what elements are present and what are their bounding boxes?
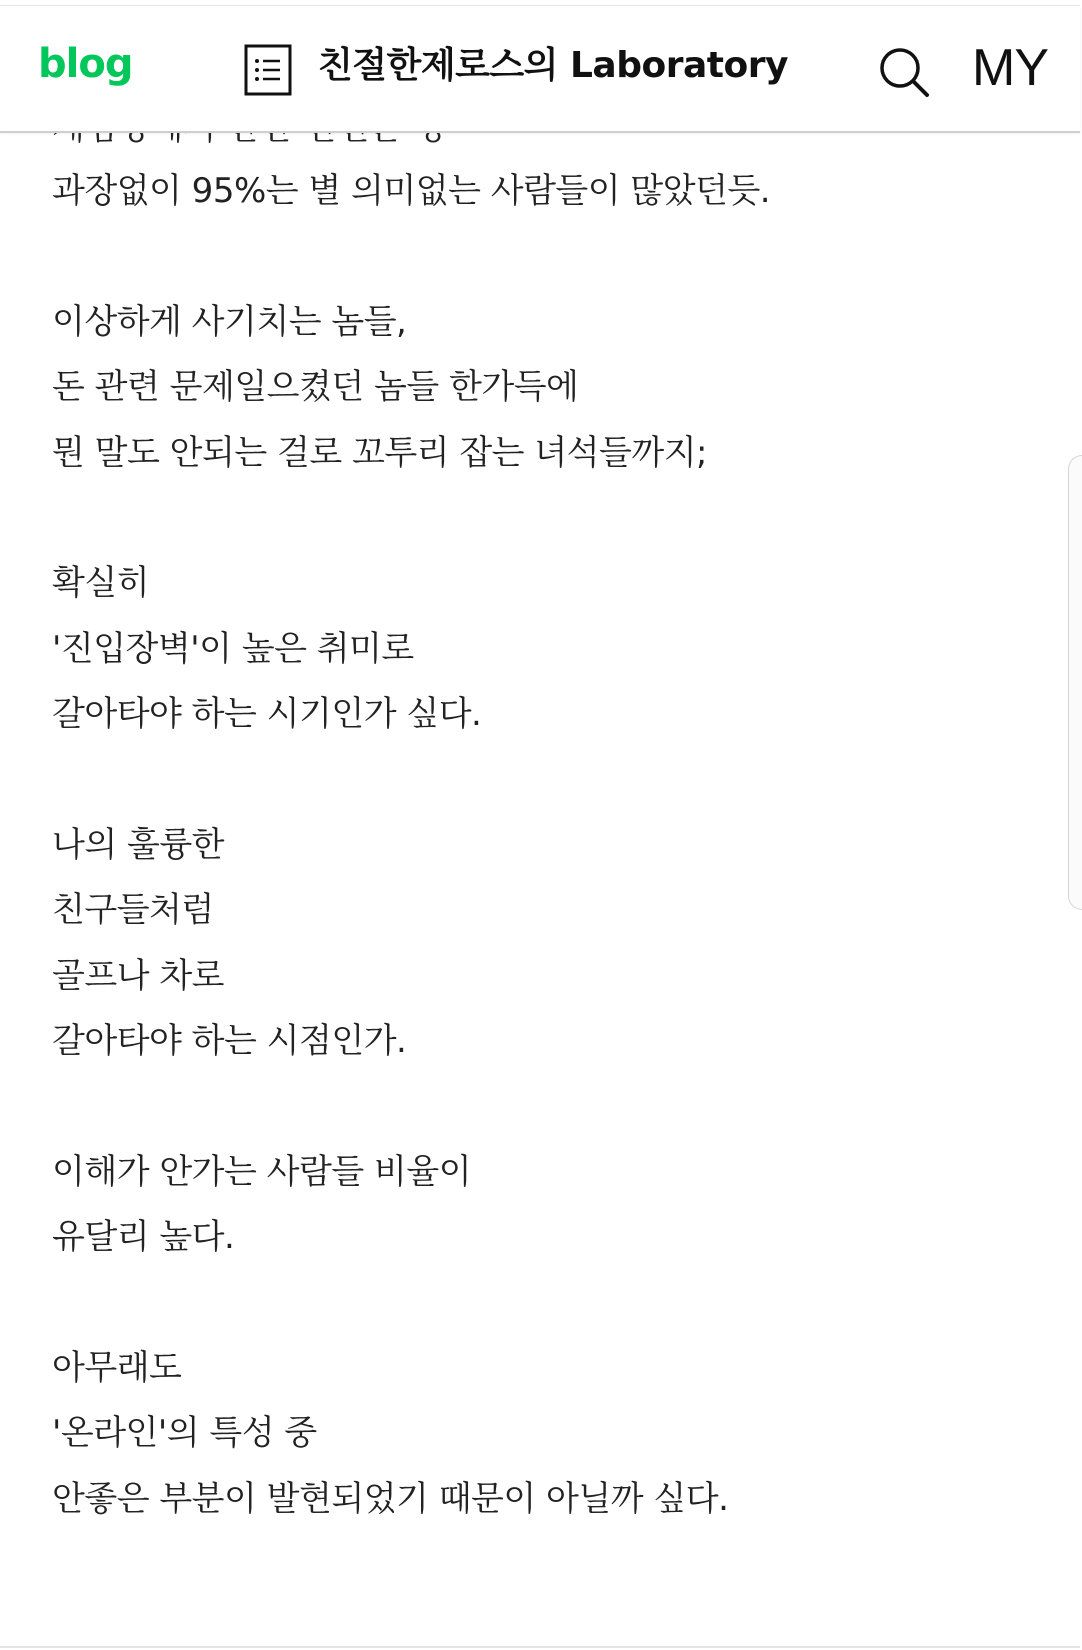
post-text-line: 이해가 안가는 사람들 비율이 [52,1151,472,1192]
post-text-line: 갈아타야 하는 시점인가. [52,1021,407,1061]
list-icon[interactable] [244,44,292,96]
post-text-line: 확실히 [52,563,150,603]
post-text-line: 골프나 차로 [52,955,225,996]
post-text-line: 이상하게 사기치는 놈들, [52,301,407,342]
post-text-line: 과장없이 95%는 별 의미없는 사람들이 많았던듯. [52,171,771,211]
post-paragraph [52,813,1032,1075]
post-text-line: 돈 관련 문제일으켰던 놈들 한가득에 [52,367,579,407]
post-text-line: 안좋은 부분이 발현되었기 때문이 아닐까 싶다. [52,1478,729,1519]
post-text-line: '온라인'의 특성 중 [52,1413,317,1453]
post-text-line: 나의 훌륭한 [52,824,225,865]
post-content [0,133,1080,1645]
post-text-line: 뭔 말도 안되는 걸로 꼬투리 잡는 녀석들까지; [52,432,707,473]
post-text-line: 친구들처럼 [52,890,214,930]
blog-header [0,6,1080,133]
post-text-line: '진입장벽'이 높은 취미로 [52,628,414,669]
post-text-line: 유달리 높다. [52,1217,235,1257]
post-text-line: 아무래도 [52,1347,182,1388]
bottom-divider [0,1646,1080,1648]
post-paragraph [52,1140,1032,1271]
blog-logo[interactable]: blog [38,41,133,87]
my-menu-link[interactable]: MY [972,39,1048,97]
search-icon[interactable] [878,46,930,98]
post-paragraph [52,290,1032,487]
post-text-line: 갈아타야 하는 시기인가 싶다. [52,694,482,734]
post-paragraph [52,159,1032,225]
post-body [52,159,1032,1597]
post-paragraph [52,1336,1032,1533]
post-paragraph [52,551,1032,748]
side-panel-handle[interactable] [1068,455,1082,910]
blog-title[interactable]: 친절한제로스의 Laboratory [318,45,788,86]
